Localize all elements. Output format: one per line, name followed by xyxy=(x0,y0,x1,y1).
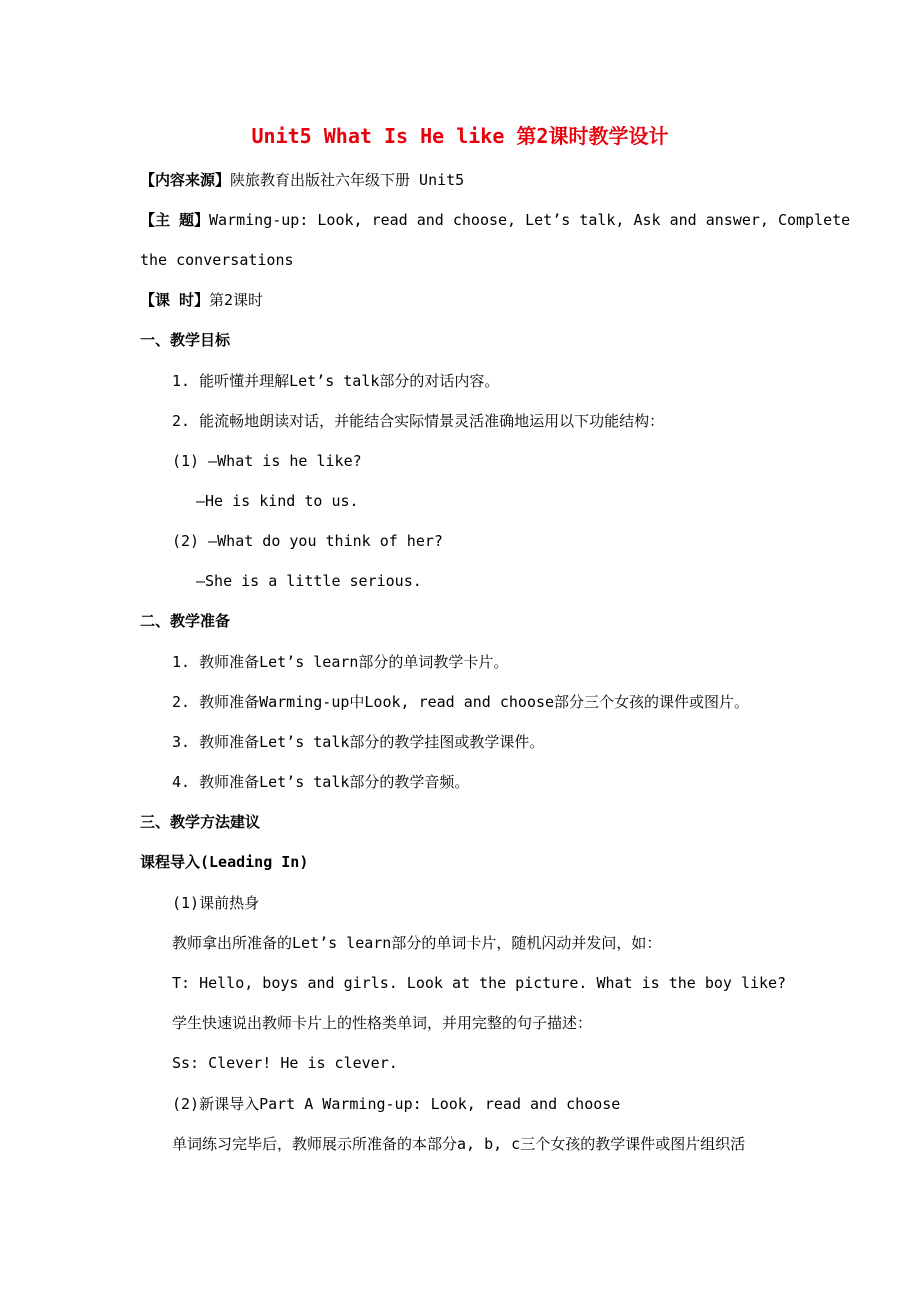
preparation-item: 4. 教师准备Let’s talk部分的教学音频。 xyxy=(172,773,470,791)
document-title: Unit5 What Is He like 第2课时教学设计 xyxy=(251,124,669,148)
step-label: (2)新课导入Part A Warming-up: Look, read and choose xyxy=(172,1095,621,1113)
body-paragraph: 学生快速说出教师卡片上的性格类单词，并用完整的句子描述： xyxy=(172,1014,593,1032)
body-paragraph: T: Hello, boys and girls. Look at the picture. What is the boy like? xyxy=(172,974,787,992)
dialogue-question: (1) —What is he like? xyxy=(172,452,362,470)
dialogue-question: (2) —What do you think of her? xyxy=(172,532,443,550)
objective-item: 1. 能听懂并理解Let’s talk部分的对话内容。 xyxy=(172,372,500,390)
section-heading-preparation: 二、教学准备 xyxy=(140,612,231,630)
meta-period xyxy=(140,290,263,310)
dialogue-answer: —She is a little serious. xyxy=(196,572,422,590)
meta-topic-continued: the conversations xyxy=(140,251,294,269)
section-heading-objectives: 一、教学目标 xyxy=(140,331,231,349)
period-value: 第2课时 xyxy=(209,291,264,309)
subheading-leading-in: 课程导入(Leading In) xyxy=(140,853,309,871)
objective-item: 2. 能流畅地朗读对话，并能结合实际情景灵活准确地运用以下功能结构： xyxy=(172,412,665,430)
preparation-item: 3. 教师准备Let’s talk部分的教学挂图或教学课件。 xyxy=(172,733,545,751)
meta-topic xyxy=(140,210,850,230)
topic-value: Warming-up: Look, read and choose, Let’s talk, Ask and answer, Complete xyxy=(209,211,851,229)
source-label: 【内容来源】 xyxy=(140,171,231,189)
period-label: 【课 时】 xyxy=(140,291,210,309)
body-paragraph: 单词练习完毕后，教师展示所准备的本部分a, b, c三个女孩的教学课件或图片组织活 xyxy=(172,1135,746,1153)
body-paragraph: 教师拿出所准备的Let’s learn部分的单词卡片，随机闪动并发问，如： xyxy=(172,934,662,952)
topic-label: 【主 题】 xyxy=(140,211,210,229)
body-paragraph: Ss: Clever! He is clever. xyxy=(172,1054,398,1072)
source-value: 陕旅教育出版社六年级下册 Unit5 xyxy=(230,171,465,189)
step-label: (1)课前热身 xyxy=(172,894,260,912)
preparation-item: 2. 教师准备Warming-up中Look, read and choose部分三个女孩的课件或图片。 xyxy=(172,693,750,711)
preparation-item: 1. 教师准备Let’s learn部分的单词教学卡片。 xyxy=(172,653,509,671)
dialogue-answer: —He is kind to us. xyxy=(196,492,359,510)
section-heading-methods: 三、教学方法建议 xyxy=(140,813,261,831)
meta-source xyxy=(140,170,464,190)
